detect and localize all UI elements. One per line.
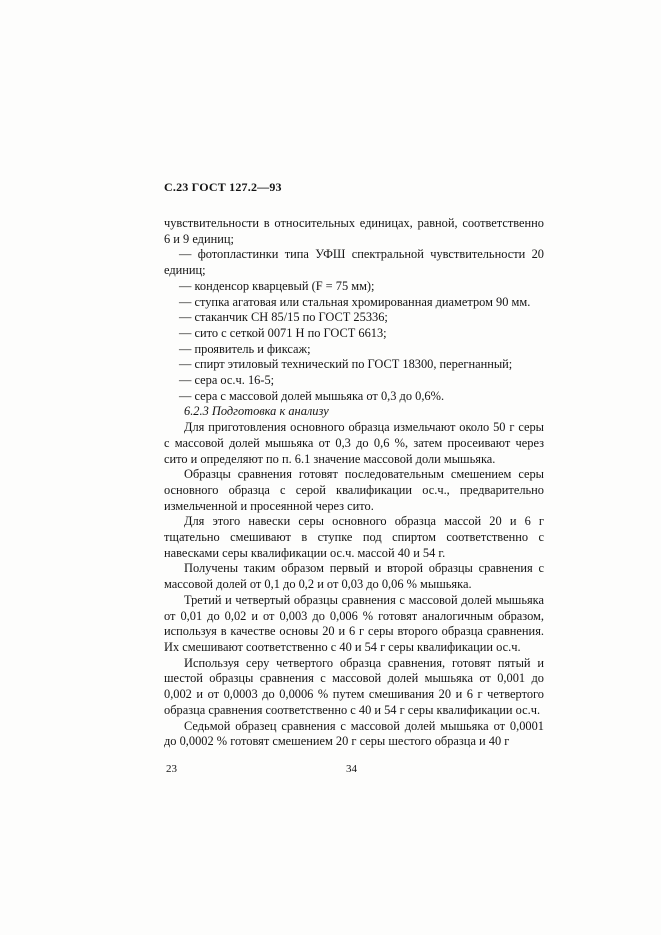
page-number-left: 23 — [166, 763, 177, 775]
paragraph: Используя серу четвертого образца сравнения, готовят пятый и шестой образцы сравнения с массовой долей мышьяка от 0,001 до 0,002 и от 0,0003 до 0,0006 % путем смешивания 20 и 6 г четвертого образца сравнения соответственно с 40 и 54 г серы квалификации ос.ч. — [164, 655, 544, 717]
paragraph: Третий и четвертый образцы сравнения с массовой долей мышьяка от 0,01 до 0,02 и от 0,003 до 0,006 % готовят аналогичным образом, используя в качестве основы 20 и 6 г серы второго образца сравнения. Их смешивают соответственно с 40 и 54 г серы квалификации ос.ч. — [164, 592, 544, 654]
paragraph: — ступка агатовая или стальная хромированная диаметром 90 мм. — [179, 294, 531, 309]
paragraph: — спирт этиловый технический по ГОСТ 18300, перегнанный; — [179, 357, 513, 372]
paragraph: — сера ос.ч. 16-5; — [179, 373, 275, 388]
paragraph: чувствительности в относительных единицах, равной, соответственно 6 и 9 единиц; — [164, 216, 544, 246]
document-body — [164, 216, 544, 750]
page-header: С.23 ГОСТ 127.2—93 — [164, 180, 282, 194]
paragraph: — сера с массовой долей мышьяка от 0,3 до 0,6%. — [179, 388, 445, 403]
paragraph: Получены таким образом первый и второй образцы сравнения с массовой долей от 0,1 до 0,2 и от 0,03 до 0,06 % мышьяка. — [164, 561, 544, 592]
paragraph: — стаканчик СН 85/15 по ГОСТ 25336; — [179, 310, 388, 325]
paragraph: — конденсор кварцевый (F = 75 мм); — [179, 278, 375, 293]
section-heading: 6.2.3 Подготовка к анализу — [184, 404, 329, 419]
paragraph: — фотопластинки типа УФШ спектральной чувствительности 20 единиц; — [164, 247, 544, 278]
paragraph: Седьмой образец сравнения с массовой долей мышьяка от 0,0001 до 0,0002 % готовят смешением 20 г серы шестого образца и 40 г — [164, 718, 544, 749]
paragraph: Для приготовления основного образца измельчают около 50 г серы с массовой долей мышьяка от 0,3 до 0,6 %, затем просеивают через сито и определяют по п. 6.1 значение массовой доли мышьяка. — [164, 420, 544, 466]
paragraph: — проявитель и фиксаж; — [179, 341, 311, 356]
paragraph: Образцы сравнения готовят последовательным смешением серы основного образца с серой квалификации ос.ч., предварительно измельченной и просеянной через сито. — [164, 467, 544, 513]
page-number-center: 34 — [346, 763, 357, 775]
paragraph: — сито с сеткой 0071 Н по ГОСТ 6613; — [179, 325, 387, 340]
paragraph: Для этого навески серы основного образца массой 20 и 6 г тщательно смешивают в ступке под спиртом соответственно с навесками серы квалификации ос.ч. массой 40 и 54 г. — [164, 514, 544, 560]
